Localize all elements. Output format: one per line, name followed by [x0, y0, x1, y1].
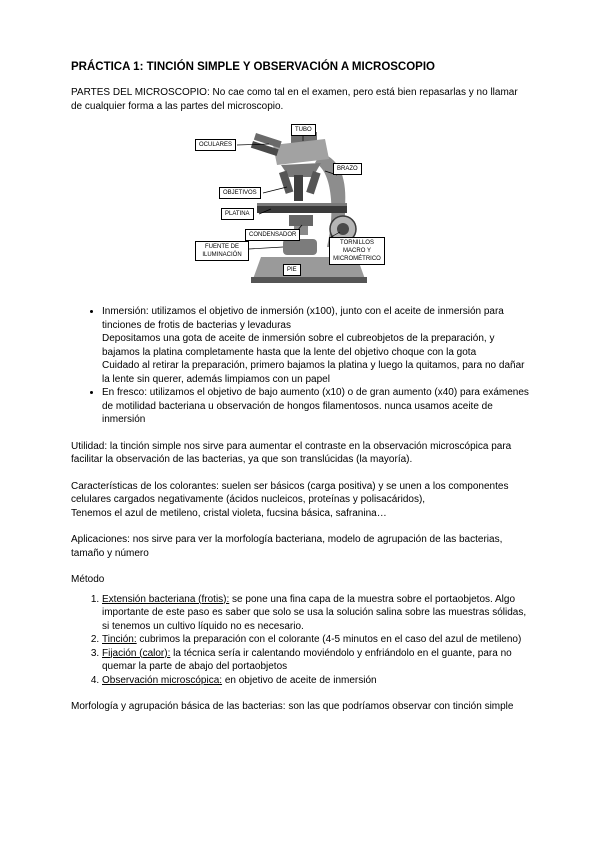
- intro-paragraph: PARTES DEL MICROSCOPIO: No cae como tal en el examen, pero está bien repasarlas y no llamar de cualquier forma a las partes del microscopio.: [71, 87, 518, 112]
- caracteristicas-paragraph: [71, 480, 529, 521]
- step-text: se pone una fina capa de la muestra sobre el portaobjetos. Algo importante de este paso es saber que solo se usa la solución salina sobre las muestras sólidas, si tenemos un cultivo líquido no es necesario.: [102, 593, 527, 632]
- metodo-heading: Método: [71, 574, 105, 585]
- step-lead: Observación microscópica:: [102, 674, 223, 686]
- figure-label-objetivos: OBJETIVOS: [219, 187, 261, 199]
- step-text: en objetivo de aceite de inmersión: [222, 674, 377, 686]
- caracteristicas-line-1: Características de los colorantes: suelen ser básicos (carga positiva) y se unen a los componentes celulares cargados negativamente (ácidos nucleicos, proteínas y polisacáridos),: [71, 480, 509, 505]
- bullet-line: • Inmersión: utilizamos el objetivo de inmersión (x100), junto con el aceite de inmersión para tinciones de frotis de bacterias y levaduras: [102, 306, 504, 331]
- figure-label-fuente-iluminacion: FUENTE DE ILUMINACIÓN: [195, 241, 249, 261]
- bullet-line: Cuidado al retirar la preparación, primero bajamos la platina y luego la quitamos, para no dañar la lente sin querer, además limpiamos con un papel: [102, 360, 525, 385]
- bullet-list: [71, 305, 529, 427]
- metodo-step-3: [102, 647, 529, 674]
- figure-label-condensador: CONDENSADOR: [245, 229, 300, 241]
- figure-label-oculares: OCULARES: [195, 139, 236, 151]
- metodo-list: [71, 593, 529, 688]
- aplicaciones-paragraph: Aplicaciones: nos sirve para ver la morfología bacteriana, modelo de agrupación de las bacterias, tamaño y número: [71, 534, 503, 559]
- step-lead: Fijación (calor):: [102, 647, 171, 659]
- caracteristicas-line-2: Tenemos el azul de metileno, cristal violeta, fucsina básica, safranina…: [71, 507, 387, 519]
- figure-label-platina: PLATINA: [221, 208, 254, 220]
- step-text: la técnica sería ir calentando moviéndolo y enfriándolo en el guante, para no quemar la parte de abajo del portaobjetos: [102, 647, 512, 672]
- bullet-line: Depositamos una gota de aceite de inmersión sobre el cubreobjetos de la preparación, y bajamos la platina completamente hasta que la lente del objetivo choque con la gota: [102, 333, 495, 358]
- figure-label-pie: PIE: [283, 264, 301, 276]
- step-lead: Extensión bacteriana (frotis):: [102, 593, 230, 605]
- list-item-en-fresco: [102, 386, 529, 427]
- metodo-step-2: [102, 633, 529, 647]
- step-lead: Tinción:: [102, 634, 137, 645]
- utilidad-paragraph: Utilidad: la tinción simple nos sirve para aumentar el contraste en la observación microscópica para facilitar la observación de las bacterias, ya que son translúcidas (la mayoría).: [71, 440, 512, 465]
- figure-label-tornillos: TORNILLOS MACRO Y MICROMÉTRICO: [329, 237, 385, 265]
- morfologia-paragraph: Morfología y agrupación básica de las bacterias: son las que podríamos observar con tinción simple: [71, 701, 514, 712]
- list-item-inmersion: [102, 305, 529, 386]
- bullet-line: • En fresco: utilizamos el objetivo de bajo aumento (x10) o de gran aumento (x40) para exámenes de motilidad bacteriana u observación de hongos filamentosos. nunca usamos aceite de inmersión: [102, 387, 529, 425]
- page-title: PRÁCTICA 1: TINCIÓN SIMPLE Y OBSERVACIÓN A MICROSCOPIO: [71, 61, 435, 73]
- metodo-step-4: [102, 674, 529, 688]
- figure-label-brazo: BRAZO: [333, 163, 362, 175]
- metodo-step-1: [102, 593, 529, 634]
- figure-label-tubo: TUBO: [291, 124, 316, 136]
- microscope-figure: [175, 119, 425, 291]
- step-text: cubrimos la preparación con el colorante (4-5 minutos en el caso del azul de metileno): [136, 634, 522, 645]
